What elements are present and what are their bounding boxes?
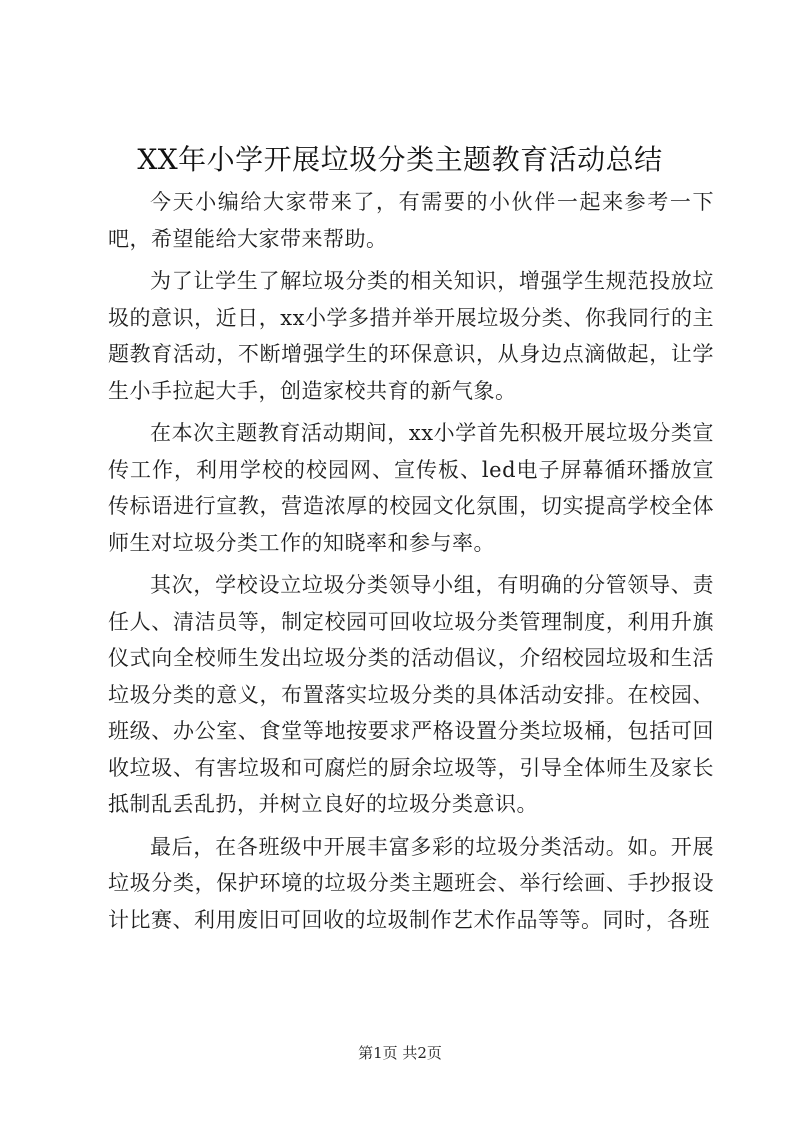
page-footer: 第1页 共2页 <box>358 1044 442 1062</box>
document-body <box>108 184 714 944</box>
paragraph-purpose: 为了让学生了解垃圾分类的相关知识，增强学生规范投放垃圾的意识，近日，xx小学多措并举开展垃圾分类、你我同行的主题教育活动，不断增强学生的环保意识，从身边点滴做起，让学生小手拉起大手，创造家校共育的新气象。 <box>108 269 714 403</box>
paragraph-activities: 最后，在各班级中开展丰富多彩的垃圾分类活动。如。开展垃圾分类，保护环境的垃圾分类主题班会、举行绘画、手抄报设计比赛、利用废旧可回收的垃圾制作艺术作品等等。同时，各班 <box>108 834 714 932</box>
document-title: XX年小学开展垃圾分类主题教育活动总结 <box>137 143 663 176</box>
paragraph-organization: 其次，学校设立垃圾分类领导小组，有明确的分管领导、责任人、清洁员等，制定校园可回收垃圾分类管理制度，利用升旗仪式向全校师生发出垃圾分类的活动倡议，介绍校园垃圾和生活垃圾分类的意义，布置落实垃圾分类的具体活动安排。在校园、班级、办公室、食堂等地按要求严格设置分类垃圾桶，包括可回收垃圾、有害垃圾和可腐烂的厨余垃圾等，引导全体师生及家长抵制乱丢乱扔，并树立良好的垃圾分类意识。 <box>108 573 714 816</box>
paragraph-publicity: 在本次主题教育活动期间，xx小学首先积极开展垃圾分类宣传工作，利用学校的校园网、宣传板、led电子屏幕循环播放宣传标语进行宣教，营造浓厚的校园文化氛围，切实提高学校全体师生对垃圾分类工作的知晓率和参与率。 <box>108 421 714 555</box>
paragraph-intro: 今天小编给大家带来了，有需要的小伙伴一起来参考一下吧，希望能给大家带来帮助。 <box>108 190 714 251</box>
